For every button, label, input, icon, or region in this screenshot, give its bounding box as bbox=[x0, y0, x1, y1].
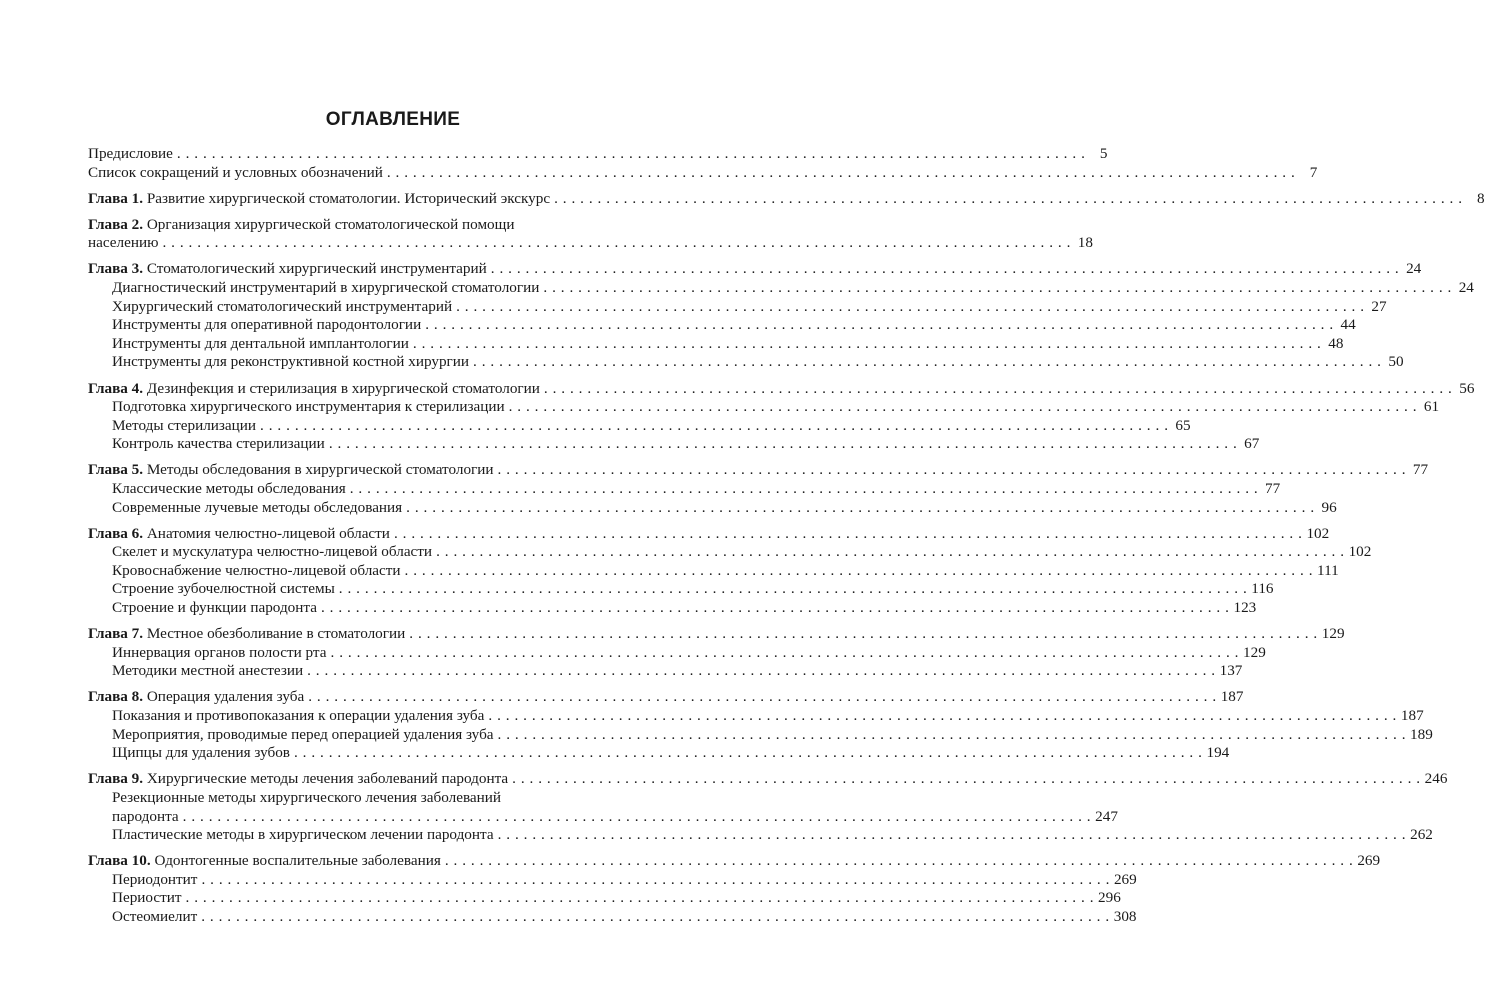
page-number: 189 bbox=[1410, 725, 1433, 743]
entry-title: Развитие хирургической стоматологии. Исторический экскурс bbox=[146, 189, 551, 207]
front-entry-label bbox=[88, 145, 173, 164]
section-entry bbox=[88, 826, 1433, 845]
chapter-entry-label bbox=[88, 190, 550, 209]
chapter-number: Глава 3. bbox=[88, 260, 144, 278]
table-of-contents bbox=[88, 108, 1485, 927]
section-entry-label bbox=[112, 871, 197, 890]
page-number: 269 bbox=[1113, 870, 1137, 888]
chapter-entry-label bbox=[88, 852, 441, 871]
dot-leader bbox=[387, 164, 1296, 183]
section-gap bbox=[88, 517, 698, 525]
chapter-number: Глава 7. bbox=[88, 625, 144, 643]
entry-title: Диагностический инструментарий в хирургической стоматологии bbox=[112, 279, 540, 297]
chapter-number: Глава 2. bbox=[88, 215, 144, 233]
section-entry bbox=[88, 316, 1356, 335]
page-title: ОГЛАВЛЕНИЕ bbox=[325, 109, 461, 130]
entry-title: Инструменты для реконструктивной костной хирургии bbox=[112, 353, 470, 371]
chapter-entry bbox=[88, 379, 1475, 399]
section-entry-label bbox=[112, 435, 325, 454]
chapter-entry bbox=[88, 852, 1381, 871]
section-entry bbox=[88, 725, 1433, 745]
chapter-entry-cont bbox=[88, 234, 1093, 253]
dot-leader bbox=[394, 525, 1303, 544]
section-entry bbox=[88, 297, 1387, 317]
section-entry-label bbox=[112, 335, 409, 354]
section-entry bbox=[88, 543, 1372, 562]
section-entry-label bbox=[112, 789, 501, 808]
page-number: 67 bbox=[1244, 435, 1260, 453]
chapter-number: Глава 9. bbox=[88, 770, 144, 788]
section-entry-label bbox=[112, 908, 197, 927]
entry-title: Подготовка хирургического инструментария к стерилизации bbox=[112, 398, 505, 416]
section-entry-label bbox=[112, 644, 327, 663]
dot-leader bbox=[425, 316, 1334, 335]
dot-leader bbox=[260, 417, 1169, 436]
section-entry bbox=[88, 599, 1257, 618]
front-entry-label bbox=[88, 164, 383, 183]
page-number: 77 bbox=[1412, 461, 1429, 479]
dot-leader bbox=[554, 190, 1463, 209]
page-number: 24 bbox=[1406, 260, 1422, 278]
section-entry bbox=[88, 561, 1339, 581]
page-number: 24 bbox=[1458, 279, 1474, 297]
dot-leader bbox=[350, 480, 1259, 499]
chapter-entry-label bbox=[88, 625, 405, 644]
entry-title: Контроль качества стерилизации bbox=[112, 435, 325, 453]
chapter-entry-label bbox=[88, 525, 390, 544]
entry-title: Резекционные методы хирургического лечения заболеваний bbox=[112, 788, 502, 806]
entry-title: Методы обследования в хирургической стоматологии bbox=[146, 461, 494, 479]
section-entry-cont-label bbox=[112, 808, 179, 827]
entry-title: Методы стерилизации bbox=[112, 416, 257, 434]
entry-title: Показания и противопоказания к операции удаления зуба bbox=[112, 707, 485, 725]
entry-title: Хирургический стоматологический инструментарий bbox=[112, 297, 453, 315]
entry-title: населению bbox=[88, 234, 159, 252]
section-entry bbox=[88, 643, 1266, 663]
entry-title: Строение и функции пародонта bbox=[112, 599, 317, 617]
entry-title: Методики местной анестезии bbox=[112, 662, 304, 680]
entry-title: Организация хирургической стоматологической помощи bbox=[146, 215, 515, 233]
page-number: 7 bbox=[1309, 163, 1318, 181]
entry-title: Остеомиелит bbox=[112, 907, 198, 925]
section-entry bbox=[88, 789, 698, 808]
page-number: 247 bbox=[1095, 807, 1118, 825]
entry-title: Периостит bbox=[112, 889, 182, 907]
dot-leader bbox=[413, 335, 1322, 354]
section-entry-label bbox=[112, 279, 539, 298]
section-gap bbox=[88, 845, 698, 853]
chapter-number: Глава 8. bbox=[88, 688, 144, 706]
section-entry-label bbox=[112, 316, 421, 335]
section-entry-label bbox=[112, 726, 494, 745]
page-number: 8 bbox=[1476, 189, 1485, 207]
chapter-number: Глава 5. bbox=[88, 461, 144, 479]
section-gap bbox=[88, 253, 698, 261]
section-entry bbox=[88, 279, 1474, 298]
page-number: 27 bbox=[1371, 297, 1387, 315]
page-number: 116 bbox=[1251, 580, 1274, 598]
chapter-number: Глава 10. bbox=[88, 852, 151, 870]
section-entry-label bbox=[112, 562, 401, 581]
chapter-entry-cont-label bbox=[88, 234, 158, 253]
chapter-entry-label bbox=[88, 216, 514, 235]
section-entry-label bbox=[112, 889, 182, 908]
page-number: 187 bbox=[1400, 707, 1424, 725]
dot-leader bbox=[405, 562, 1314, 581]
section-entry bbox=[88, 870, 1137, 890]
section-gap bbox=[88, 372, 698, 380]
entry-title: Пластические методы в хирургическом лечении пародонта bbox=[112, 826, 494, 844]
chapter-number: Глава 1. bbox=[88, 189, 144, 207]
section-entry-label bbox=[112, 417, 256, 436]
section-entry bbox=[88, 744, 1230, 763]
section-entry bbox=[88, 662, 1243, 681]
page-number: 61 bbox=[1423, 398, 1440, 416]
dot-leader bbox=[162, 234, 1071, 253]
dot-leader bbox=[436, 543, 1345, 562]
page-number: 48 bbox=[1328, 334, 1344, 352]
entry-title: Инструменты для оперативной пародонтологии bbox=[112, 316, 422, 334]
dot-leader bbox=[201, 871, 1110, 890]
section-entry-label bbox=[112, 707, 484, 726]
section-entry bbox=[88, 907, 1137, 927]
page-number: 123 bbox=[1233, 599, 1257, 617]
page-number: 129 bbox=[1321, 625, 1345, 643]
page-number: 269 bbox=[1357, 852, 1381, 870]
chapter-entry-label bbox=[88, 461, 494, 480]
entry-title: Список сокращений и условных обозначений bbox=[88, 163, 383, 181]
page-number: 137 bbox=[1219, 662, 1243, 680]
section-entry-label bbox=[112, 298, 452, 317]
page-number: 246 bbox=[1424, 770, 1448, 788]
chapter-entry bbox=[88, 770, 1448, 789]
dot-leader bbox=[509, 398, 1418, 417]
section-gap bbox=[88, 681, 698, 689]
entry-title: Современные лучевые методы обследования bbox=[112, 498, 403, 516]
dot-leader bbox=[294, 744, 1203, 763]
section-entry-label bbox=[112, 398, 505, 417]
page-number: 77 bbox=[1265, 480, 1281, 497]
dot-leader bbox=[544, 380, 1453, 399]
section-entry-label bbox=[112, 826, 494, 845]
page-number: 262 bbox=[1410, 826, 1433, 844]
entry-title: Инструменты для дентальной имплантологии bbox=[112, 334, 409, 352]
page-number: 96 bbox=[1321, 498, 1337, 516]
entry-title: Операция удаления зуба bbox=[146, 688, 305, 706]
dot-leader bbox=[543, 279, 1452, 298]
chapter-entry bbox=[88, 216, 698, 235]
section-gap bbox=[88, 182, 698, 190]
dot-leader bbox=[445, 852, 1354, 871]
section-entry-label bbox=[112, 499, 402, 518]
entry-title: Скелет и мускулатура челюстно-лицевой области bbox=[112, 543, 433, 561]
dot-leader bbox=[456, 298, 1365, 317]
page-number: 194 bbox=[1206, 744, 1230, 762]
dot-leader bbox=[409, 625, 1318, 644]
entry-title: Предисловие bbox=[88, 145, 173, 162]
page-number: 44 bbox=[1340, 316, 1356, 334]
chapter-entry bbox=[88, 688, 1244, 707]
section-gap bbox=[88, 208, 698, 216]
page-number: 56 bbox=[1459, 379, 1475, 397]
entry-title: Периодонтит bbox=[112, 870, 198, 888]
section-entry bbox=[88, 498, 1337, 518]
chapter-entry-label bbox=[88, 380, 540, 399]
entry-title: Местное обезболивание в стоматологии bbox=[146, 625, 406, 643]
dot-leader bbox=[307, 662, 1216, 681]
chapter-entry bbox=[88, 260, 1422, 279]
entry-title: пародонта bbox=[112, 807, 179, 825]
page-number: 102 bbox=[1348, 543, 1372, 561]
entry-title: Стоматологический хирургический инструментарий bbox=[146, 260, 487, 278]
chapter-entry-label bbox=[88, 688, 304, 707]
page-number: 50 bbox=[1388, 353, 1404, 371]
section-gap bbox=[88, 454, 698, 462]
page-number: 308 bbox=[1113, 907, 1137, 925]
section-entry bbox=[88, 889, 1121, 908]
page-number: 65 bbox=[1175, 416, 1191, 434]
dot-leader bbox=[186, 889, 1095, 908]
dot-leader bbox=[473, 353, 1382, 372]
dot-leader bbox=[201, 908, 1110, 927]
dot-leader bbox=[498, 826, 1407, 845]
entry-title: Щипцы для удаления зубов bbox=[112, 744, 290, 762]
section-entry-cont bbox=[88, 807, 1118, 827]
section-gap bbox=[88, 763, 698, 771]
entry-title: Анатомия челюстно-лицевой области bbox=[146, 524, 390, 542]
section-entry-label bbox=[112, 662, 303, 681]
section-entry bbox=[88, 707, 1424, 726]
section-entry bbox=[88, 435, 1260, 454]
dot-leader bbox=[498, 461, 1407, 480]
entry-title: Хирургические методы лечения заболеваний пародонта bbox=[146, 770, 509, 788]
section-entry bbox=[88, 353, 1404, 372]
dot-leader bbox=[488, 707, 1397, 726]
section-entry bbox=[88, 398, 1440, 417]
front-entry bbox=[88, 145, 1108, 164]
dot-leader bbox=[331, 644, 1240, 663]
section-gap bbox=[88, 618, 698, 626]
chapter-number: Глава 4. bbox=[88, 379, 144, 397]
page-number: 187 bbox=[1220, 688, 1244, 706]
page-number: 18 bbox=[1077, 234, 1093, 252]
section-entry bbox=[88, 580, 1274, 599]
entry-title: Иннервация органов полости рта bbox=[112, 643, 327, 661]
section-entry bbox=[88, 480, 1281, 499]
page-number: 296 bbox=[1098, 889, 1121, 907]
dot-leader bbox=[491, 260, 1400, 279]
dot-leader bbox=[498, 726, 1407, 745]
entry-title: Мероприятия, проводимые перед операцией удаления зуба bbox=[112, 725, 494, 743]
section-entry bbox=[88, 416, 1191, 436]
page-number: 5 bbox=[1099, 145, 1108, 162]
section-entry bbox=[88, 334, 1344, 354]
front-entry bbox=[88, 163, 1318, 183]
dot-leader bbox=[329, 435, 1238, 454]
dot-leader bbox=[406, 499, 1315, 518]
entry-title: Дезинфекция и стерилизация в хирургической стоматологии bbox=[146, 379, 540, 397]
chapter-number: Глава 6. bbox=[88, 524, 144, 542]
chapter-entry bbox=[88, 625, 1345, 644]
page-number: 111 bbox=[1317, 561, 1339, 579]
section-entry-label bbox=[112, 580, 335, 599]
chapter-entry bbox=[88, 461, 1429, 480]
section-entry-label bbox=[112, 744, 290, 763]
dot-leader bbox=[183, 808, 1092, 827]
chapter-entry bbox=[88, 524, 1330, 544]
dot-leader bbox=[512, 770, 1421, 789]
dot-leader bbox=[339, 580, 1248, 599]
section-entry-label bbox=[112, 543, 432, 562]
entry-title: Одонтогенные воспалительные заболевания bbox=[154, 852, 441, 870]
dot-leader bbox=[177, 145, 1086, 164]
page-number: 102 bbox=[1306, 524, 1330, 542]
chapter-entry-label bbox=[88, 770, 508, 789]
page-number: 129 bbox=[1243, 643, 1266, 661]
entry-title: Строение зубочелюстной системы bbox=[112, 580, 335, 598]
section-entry-label bbox=[112, 599, 317, 618]
toc-entries bbox=[88, 145, 1485, 927]
dot-leader bbox=[321, 599, 1230, 618]
entry-title: Кровоснабжение челюстно-лицевой области bbox=[112, 561, 401, 579]
chapter-entry-label bbox=[88, 260, 487, 279]
section-entry-label bbox=[112, 353, 469, 372]
entry-title: Классические методы обследования bbox=[112, 480, 346, 497]
chapter-entry bbox=[88, 189, 1485, 209]
section-entry-label bbox=[112, 480, 346, 499]
dot-leader bbox=[308, 688, 1217, 707]
